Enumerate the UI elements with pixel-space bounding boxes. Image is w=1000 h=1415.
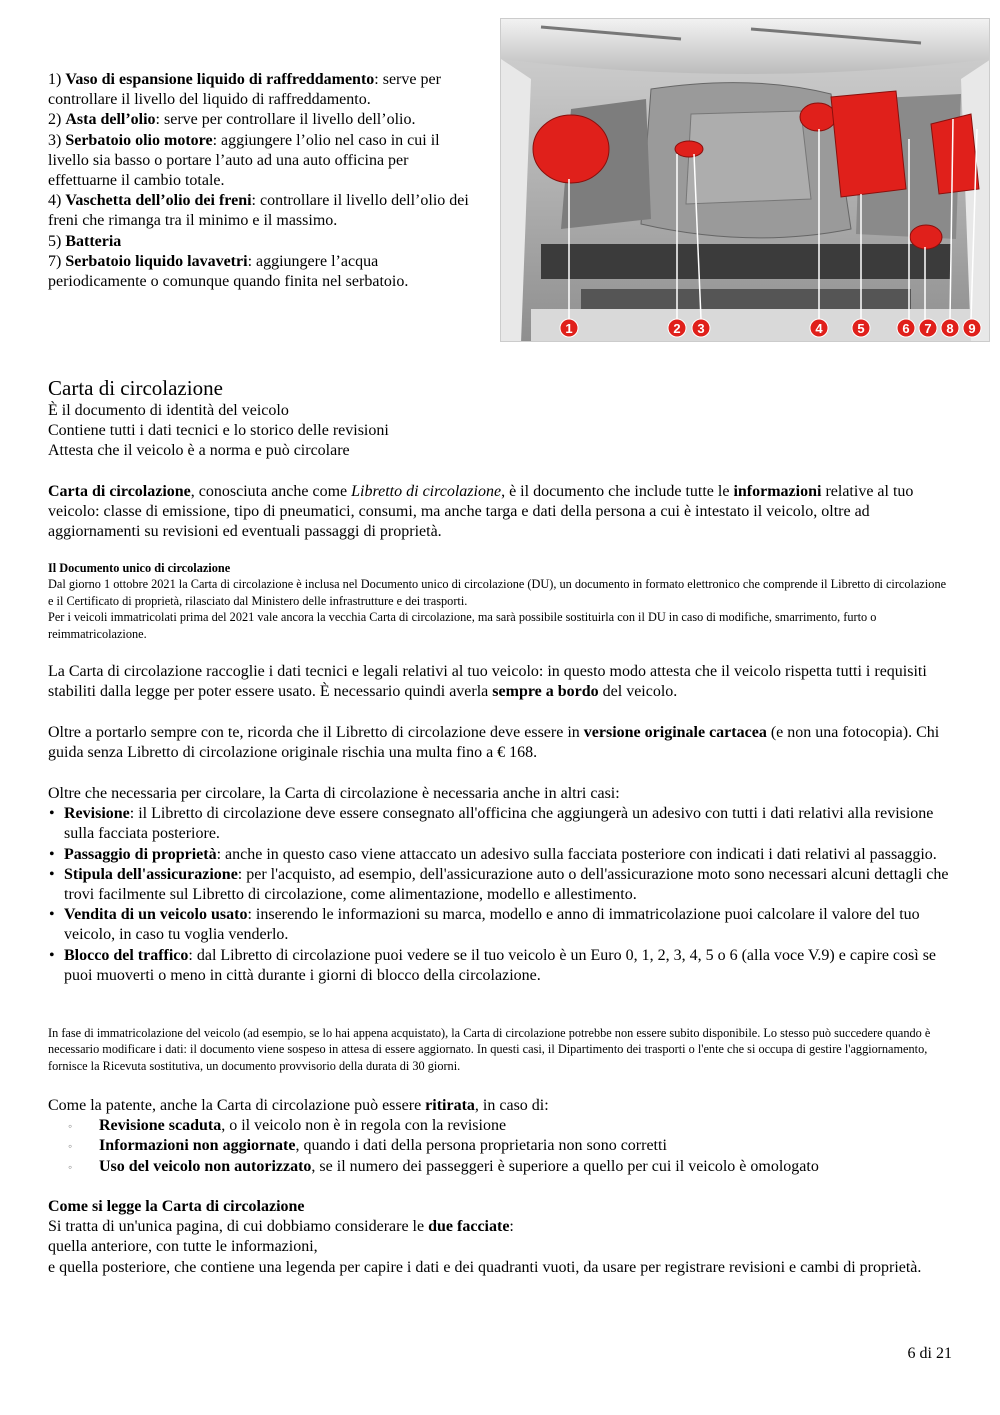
callout-label: 1 bbox=[565, 321, 573, 336]
bold-text: Carta di circolazione bbox=[48, 483, 191, 500]
item-title: Vaschetta dell’olio dei freni bbox=[65, 192, 252, 210]
text: La Carta di circolazione raccoglie i dati tecnici e legali relativi al tuo veicolo: in questo modo attesta che il veicolo rispetta tutti i requisiti stabiliti dalla legge per poter essere usato. È necessario quindi averla bbox=[48, 663, 927, 701]
bullet-icon: • bbox=[49, 946, 55, 964]
list-item bbox=[48, 946, 952, 986]
text: Oltre a portarlo sempre con te, ricorda che il Libretto di circolazione deve essere in bbox=[48, 724, 584, 741]
lettura-heading: Come si legge la Carta di circolazione bbox=[48, 1198, 305, 1215]
text: , quando i dati della persona proprietaria non sono corretti bbox=[295, 1137, 667, 1155]
item-title: Asta dell’olio bbox=[65, 111, 156, 129]
text: Come la patente, anche la Carta di circolazione può essere bbox=[48, 1097, 426, 1114]
bold-text: Stipula dell'assicurazione bbox=[64, 865, 238, 883]
page-number: 6 di 21 bbox=[907, 1345, 952, 1362]
callout-label: 2 bbox=[673, 321, 681, 336]
callout-label: 6 bbox=[902, 321, 910, 336]
text: : il Libretto di circolazione deve essere consegnato all'officina che aggiungerà un adesivo con tutti i dati relativi alla revisione sulla facciata posteriore. bbox=[64, 805, 934, 843]
text: e quella posteriore, che contiene una legenda per capire i dati e dei quadranti vuoti, da usare per registrare revisioni e cambi di proprietà. bbox=[48, 1258, 922, 1276]
bold-text: versione originale cartacea bbox=[583, 724, 767, 741]
text: quella anteriore, con tutte le informazioni, bbox=[48, 1238, 318, 1256]
item-number: 4) bbox=[48, 192, 66, 210]
du-heading: Il Documento unico di circolazione bbox=[48, 561, 231, 575]
intro-line: È il documento di identità del veicolo bbox=[48, 402, 289, 419]
item-number: 7) bbox=[48, 252, 66, 270]
italic-text: Libretto di circolazione bbox=[351, 483, 502, 500]
lettura-section bbox=[48, 1197, 952, 1278]
list-item bbox=[48, 131, 478, 192]
text: : dal Libretto di circolazione puoi vedere se il tuo veicolo è un Euro 0, 1, 2, 3, 4, 5 o 6 (alla voce V.9) e capire così se puoi muoverti o meno in città durante i giorni di blocco della circolazione. bbox=[64, 946, 937, 984]
text: relative al tuo veicolo: classe di emissione, tipo di pneumatici, consumi, ma anche targa e dati della persona a cui è intestato il veicolo, oltre ad aggiornamenti su revisioni ed eventuali passaggi di proprietà. bbox=[48, 483, 914, 541]
bullet-icon: • bbox=[49, 805, 55, 823]
item-number: 2) bbox=[48, 111, 66, 129]
callout-label: 3 bbox=[697, 321, 705, 336]
bold-text: Blocco del traffico bbox=[64, 946, 189, 964]
intro-line: Contiene tutti i dati tecnici e lo storico delle revisioni bbox=[48, 422, 389, 440]
item-text: : serve per controllare il livello dell’olio. bbox=[155, 111, 416, 129]
item-number: 5) bbox=[48, 232, 66, 250]
bold-text: Revisione scaduta bbox=[99, 1117, 222, 1135]
paragraph-requirements bbox=[48, 662, 952, 702]
item-text: : controllare il livello dell’olio dei freni che rimanga tra il minimo e il massimo. bbox=[48, 192, 469, 230]
item-number: 1) bbox=[48, 71, 66, 88]
bold-text: due facciate bbox=[428, 1218, 510, 1236]
bold-text: Revisione bbox=[64, 805, 130, 823]
engine-components-list bbox=[48, 70, 478, 292]
bullet-icon: ◦ bbox=[68, 1119, 73, 1134]
list-item bbox=[48, 191, 478, 231]
list-item bbox=[48, 804, 952, 844]
text: : per l'acquisto, ad esempio, dell'assicurazione auto o dell'assicurazione moto sono necessari alcuni dettagli che trovi facilmente sul Libretto di circolazione, come alimentazione, modello e allestimento. bbox=[64, 865, 949, 904]
list-item bbox=[48, 232, 478, 252]
bullet-icon: • bbox=[49, 865, 55, 883]
ricevuta-paragraph bbox=[48, 1025, 952, 1074]
bold-text: Uso del veicolo non autorizzato bbox=[99, 1157, 312, 1175]
paragraph-cases bbox=[48, 784, 952, 986]
section-title: Carta di circolazione bbox=[48, 376, 223, 400]
text: , se il numero dei passeggeri è superiore a quello per cui il veicolo è omologato bbox=[311, 1157, 819, 1175]
callout-label: 4 bbox=[815, 321, 823, 336]
item-title: Serbatoio liquido lavavetri bbox=[65, 252, 248, 270]
callout-label: 8 bbox=[946, 321, 954, 336]
text: del veicolo. bbox=[598, 683, 678, 701]
list-item bbox=[48, 845, 952, 865]
list-item bbox=[48, 1157, 952, 1177]
paragraph-definition bbox=[48, 482, 952, 543]
intro-lines bbox=[48, 401, 389, 462]
callout-label: 5 bbox=[857, 321, 865, 336]
text: , conosciuta anche come bbox=[190, 483, 352, 500]
text: : bbox=[509, 1218, 514, 1236]
callout-label: 7 bbox=[924, 321, 932, 336]
cases-intro: Oltre che necessaria per circolare, la Carta di circolazione è necessaria anche in altri casi: bbox=[48, 785, 620, 802]
engine-bay-drawing bbox=[501, 19, 990, 342]
ritiro-section bbox=[48, 1096, 952, 1177]
du-text: Per i veicoli immatricolati prima del 2021 vale ancora la vecchia Carta di circolazione, ma sarà possibile sostituirla con il DU in caso di modifiche, smarrimento, furto o reimmatricolazione. bbox=[48, 610, 877, 641]
list-item bbox=[48, 70, 478, 110]
item-number: 3) bbox=[48, 131, 66, 149]
text: , è il documento che include tutte le bbox=[501, 483, 734, 500]
item-title: Serbatoio olio motore bbox=[65, 131, 213, 149]
bold-text: ritirata bbox=[425, 1097, 475, 1114]
cases-list bbox=[48, 804, 952, 986]
list-item bbox=[48, 252, 478, 292]
list-item bbox=[48, 865, 952, 905]
bullet-icon: ◦ bbox=[68, 1139, 73, 1154]
item-text: : serve per controllare il livello del liquido di raffreddamento. bbox=[48, 71, 441, 109]
intro-line: Attesta che il veicolo è a norma e può circolare bbox=[48, 442, 350, 460]
bullet-icon: • bbox=[49, 906, 55, 924]
list-item bbox=[48, 1136, 952, 1156]
item-text: : aggiungere l’acqua periodicamente o comunque quando finita nel serbatoio. bbox=[48, 252, 409, 291]
text: In fase di immatricolazione del veicolo (ad esempio, se lo hai appena acquistato), la Carta di circolazione potrebbe non essere subito disponibile. Lo stesso può succedere quando è necessario modificare i dati: il documento viene sospeso in attesa di essere aggiornato. In questi casi, il Dipartimento dei trasporti o l'ente che si occupa di gestire l'aggiornamento, fornisce la Ricevuta sostitutiva, un documento provvisorio della durata di 30 giorni. bbox=[48, 1026, 931, 1073]
du-text: Dal giorno 1 ottobre 2021 la Carta di circolazione è inclusa nel Documento unico di circolazione (DU), un documento in formato elettronico che comprende il Libretto di circolazione e il Certificato di proprietà, rilasciato dal Ministero delle infrastrutture e dei trasporti. bbox=[48, 577, 947, 608]
paragraph-original bbox=[48, 723, 952, 763]
bold-text: Passaggio di proprietà bbox=[64, 845, 217, 863]
bullet-icon: ◦ bbox=[68, 1159, 73, 1174]
text: (e non una fotocopia). Chi guida senza Libretto di circolazione originale rischia una multa fino a € 168. bbox=[48, 724, 940, 762]
text: Si tratta di un'unica pagina, di cui dobbiamo considerare le bbox=[48, 1218, 429, 1236]
item-text: : aggiungere l’olio nel caso in cui il livello sia basso o portare l’auto ad una auto officina per effettuarne il cambio totale. bbox=[48, 131, 440, 190]
bullet-icon: • bbox=[49, 845, 55, 863]
text: : inserendo le informazioni su marca, modello e anno di immatricolazione puoi calcolare il valore del tuo veicolo, in caso tu voglia venderlo. bbox=[64, 906, 920, 944]
list-item bbox=[48, 110, 478, 130]
du-section bbox=[48, 560, 952, 642]
bold-text: Informazioni non aggiornate bbox=[99, 1137, 296, 1155]
list-item bbox=[48, 1116, 952, 1136]
list-item bbox=[48, 905, 952, 945]
bold-text: informazioni bbox=[733, 483, 822, 500]
bold-text: Vendita di un veicolo usato bbox=[64, 906, 248, 924]
text: , in caso di: bbox=[474, 1097, 549, 1114]
callout-label: 9 bbox=[968, 321, 976, 336]
bold-text: sempre a bordo bbox=[492, 683, 599, 701]
ritiro-list bbox=[48, 1116, 952, 1177]
text: , o il veicolo non è in regola con la revisione bbox=[221, 1117, 507, 1135]
item-title: Batteria bbox=[65, 232, 122, 250]
engine-bay-image bbox=[500, 18, 990, 342]
text: : anche in questo caso viene attaccato un adesivo sulla facciata posteriore con indicati i dati relativi al passaggio. bbox=[216, 845, 937, 863]
item-title: Vaso di espansione liquido di raffreddamento bbox=[65, 71, 375, 88]
